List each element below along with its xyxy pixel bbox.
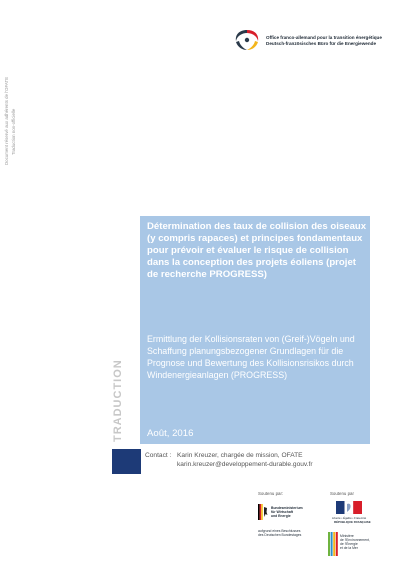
- side-note-unofficial: Traduction non-officielle: [11, 108, 16, 155]
- title-german: Ermittlung der Kollisionsraten von (Greif-)Vögeln und Schaffung planungsbezogener Grundlagen für die Prognose und Bewertung des Kollisionsrisikos durch Windenergieanlagen (PROGRESS): [147, 334, 355, 380]
- german-eagle-icon: [258, 504, 268, 520]
- ministry-line-2: de l'Environnement,: [340, 538, 370, 542]
- french-republic: RÉPUBLIQUE FRANÇAISE: [334, 520, 371, 524]
- ministry-stripes-icon: [328, 532, 338, 556]
- contact-label: Contact :: [145, 452, 172, 459]
- ministry-line-3: de l'Énergie: [340, 542, 358, 546]
- bmwi-note-2: des Deutschen Bundestages: [258, 533, 302, 537]
- side-note-members: Document réservé aux adhérents de l'OFATE: [4, 76, 9, 165]
- title-french: Détermination des taux de collision des oiseaux (y compris rapaces) et principes fondamentaux pour prévoir et évaluer le risque de collision dans la conception des projets éoliens (projet de recherche PROGRESS): [147, 221, 367, 281]
- bmwi-line-3: und Energie: [271, 514, 291, 518]
- bmwi-line-1: Bundesministerium: [271, 506, 303, 510]
- ofate-logo: [232, 28, 262, 52]
- contact-name: Karin Kreuzer, chargée de mission, OFATE: [177, 452, 303, 459]
- bmwi-line-2: für Wirtschaft: [271, 510, 294, 514]
- navy-square: [112, 449, 141, 474]
- bmwi-note-1: aufgrund eines Beschlusses: [258, 529, 301, 533]
- ministry-line-1: Ministère: [340, 534, 354, 538]
- sponsor-heading-right: Soutenu par: [330, 491, 354, 496]
- translation-label: TRADUCTION: [112, 359, 124, 442]
- logo-line-de: Deutsch-französisches Büro für die Energiewende: [266, 41, 377, 46]
- publication-date: Août, 2016: [147, 428, 194, 439]
- ofate-logo-icon: [232, 28, 262, 52]
- french-motto: Liberté • Égalité • Fraternité: [332, 516, 367, 520]
- bmwi-logo: [255, 500, 321, 544]
- ministry-line-4: et de la Mer: [340, 546, 358, 550]
- contact-email: karin.kreuzer@developpement-durable.gouv.fr: [177, 461, 313, 468]
- sponsor-heading-left: Soutenu par:: [258, 491, 284, 496]
- ministry-logo: [327, 500, 371, 562]
- marianne-icon: [336, 501, 362, 514]
- logo-line-fr: Office franco-allemand pour la transition énergétique: [266, 35, 382, 40]
